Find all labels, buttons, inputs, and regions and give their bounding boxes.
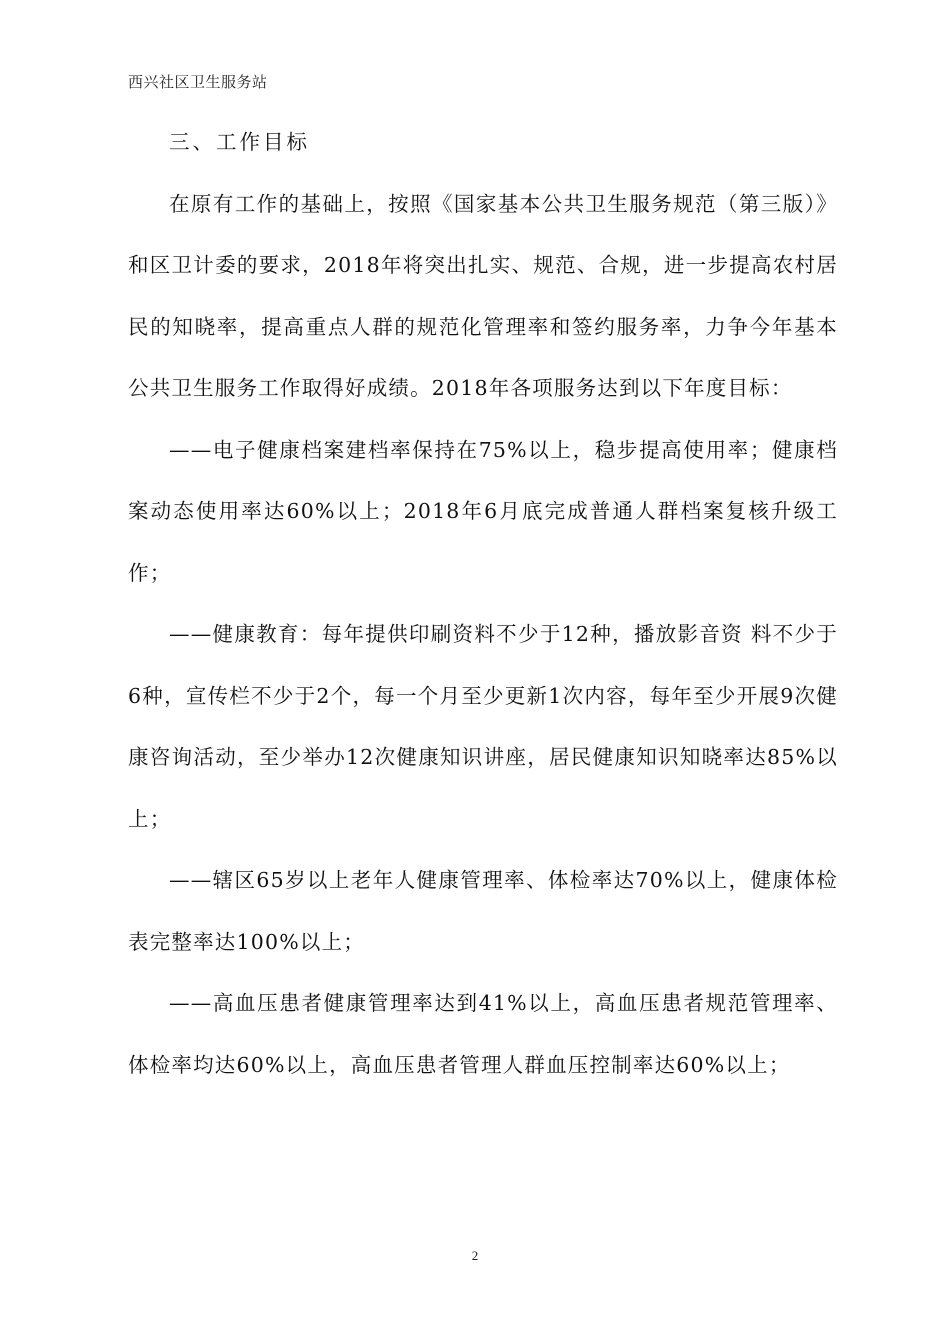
page-header-organization: 西兴社区卫生服务站 — [128, 73, 268, 91]
paragraph-elderly-management: ——辖区65岁以上老年人健康管理率、体检率达70%以上，健康体检表完整率达100%以上； — [128, 868, 838, 954]
section-heading: 三、工作目标 — [169, 130, 310, 154]
paragraph-health-education: ——健康教育：每年提供印刷资料不少于12种，播放影音资 料不少于6种，宣传栏不少于2个，每一个月至少更新1次内容，每年至少开展9次健康咨询活动，至少举办12次健康知识讲座，居民健康知识知晓率达85%以上； — [128, 622, 838, 831]
document-body — [128, 112, 838, 1096]
paragraph-intro: 在原有工作的基础上，按照《国家基本公共卫生服务规范（第三版）》和区卫计委的要求，2018年将突出扎实、规范、合规，进一步提高农村居民的知晓率，提高重点人群的规范化管理率和签约服务率，力争今年基本公共卫生服务工作取得好成绩。2018年各项服务达到以下年度目标： — [128, 191, 838, 400]
paragraph-health-records: ——电子健康档案建档率保持在75%以上，稳步提高使用率；健康档案动态使用率达60%以上；2018年6月底完成普通人群档案复核升级工作； — [128, 437, 838, 585]
paragraph-hypertension-management: ——高血压患者健康管理率达到41%以上，高血压患者规范管理率、体检率均达60%以上，高血压患者管理人群血压控制率达60%以上； — [128, 991, 838, 1077]
page-number: 2 — [471, 1248, 479, 1263]
